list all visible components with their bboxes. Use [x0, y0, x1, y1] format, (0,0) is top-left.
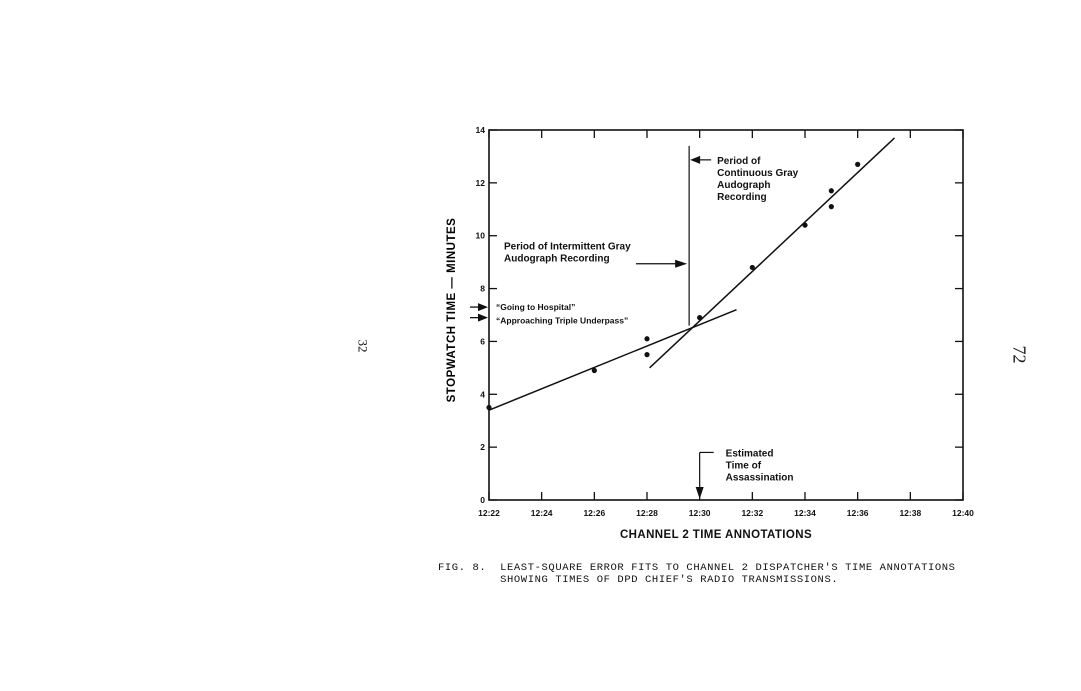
y-tick-label: 8: [480, 283, 485, 294]
data-point: [829, 204, 834, 209]
continuous-arrow-head: [690, 156, 700, 164]
data-point: [592, 368, 597, 373]
continuous-label-line: Continuous Gray: [717, 167, 799, 179]
x-tick-label: 12:40: [952, 508, 974, 518]
data-point: [855, 162, 860, 167]
going-to-hospital-label: “Going to Hospital”: [496, 302, 576, 313]
intermittent-arrow-head: [675, 260, 687, 268]
assassination-label-line: Assassination: [725, 472, 794, 484]
x-tick-label: 12:32: [741, 508, 764, 518]
data-point: [802, 223, 807, 228]
y-tick-label: 14: [475, 125, 485, 135]
figure-caption: [438, 562, 956, 586]
assassination-label-line: Estimated: [725, 448, 774, 460]
continuous-label-line: Audograph: [717, 179, 771, 191]
page-number-left: 32: [355, 339, 371, 353]
x-tick-label: 12:26: [583, 508, 606, 518]
y-axis-label-box: [400, 160, 500, 460]
y-tick-label: 10: [475, 230, 485, 241]
approaching-underpass-label: “Approaching Triple Underpass”: [496, 315, 629, 326]
x-tick-label: 12:22: [478, 508, 500, 518]
continuous-label-line: Period of: [717, 155, 761, 167]
data-point: [644, 352, 649, 357]
x-tick-label: 12:30: [688, 508, 711, 518]
page-number-right: 72: [1009, 345, 1030, 364]
x-tick-label: 12:36: [846, 508, 869, 518]
x-tick-label: 12:34: [794, 508, 816, 518]
data-point: [750, 265, 755, 270]
continuous-label-line: Recording: [717, 191, 767, 203]
y-tick-label: 0: [480, 495, 485, 505]
data-point: [644, 336, 649, 341]
x-tick-label: 12:24: [530, 508, 553, 518]
data-point: [697, 315, 702, 320]
intermittent-label-line: Audograph Recording: [504, 253, 610, 265]
x-axis-label: CHANNEL 2 TIME ANNOTATIONS: [619, 529, 813, 541]
x-tick-label: 12:38: [899, 508, 922, 518]
y-tick-label: 2: [480, 442, 485, 453]
x-tick-label: 12:28: [636, 508, 658, 518]
y-tick-label: 12: [475, 177, 485, 188]
intermittent-label-line: Period of Intermittent Gray: [504, 241, 631, 253]
data-point: [829, 188, 834, 193]
y-tick-label: 6: [480, 336, 485, 347]
y-axis-label: STOPWATCH TIME — MINUTES: [446, 217, 458, 403]
assassination-label-line: Time of: [725, 460, 762, 472]
y-tick-label: 4: [480, 389, 485, 400]
assassination-arrow-head: [696, 487, 704, 499]
caption-line-2: SHOWING TIMES OF DPD CHIEF'S RADIO TRANSMISSIONS.: [438, 574, 839, 586]
caption-line-1: FIG. 8. LEAST-SQUARE ERROR FITS TO CHANNEL 2 DISPATCHER'S TIME ANNOTATIONS: [438, 562, 956, 574]
